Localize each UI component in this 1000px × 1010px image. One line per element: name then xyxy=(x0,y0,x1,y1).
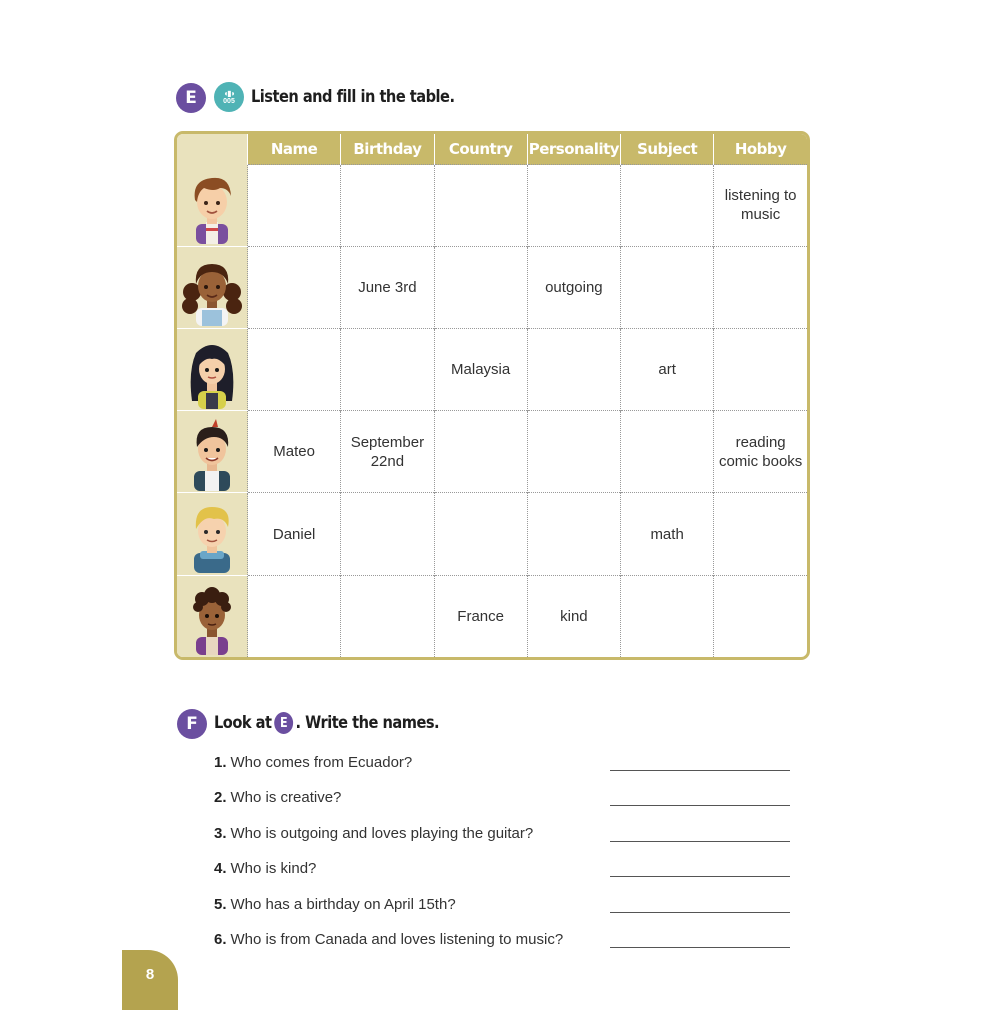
question-number: 5. xyxy=(214,895,227,913)
row-avatar-cell xyxy=(177,165,248,247)
cell-personality[interactable]: outgoing xyxy=(527,246,620,328)
header-country: Country xyxy=(434,134,527,165)
question-text: Who is from Canada and loves listening to music? xyxy=(230,930,564,948)
table-row xyxy=(177,246,807,328)
cell-subject[interactable] xyxy=(621,411,714,493)
boy-brown-hair-avatar xyxy=(184,166,240,244)
cell-country[interactable]: Malaysia xyxy=(434,328,527,410)
question-number: 2. xyxy=(214,789,227,807)
cell-personality[interactable] xyxy=(527,165,620,247)
cell-birthday[interactable] xyxy=(341,493,434,575)
section-e-title: Listen and fill in the table. xyxy=(251,87,455,107)
audio-track-code: 005 xyxy=(223,97,235,105)
girl-black-hair-avatar xyxy=(182,331,242,409)
boy-curly-hair-avatar xyxy=(184,577,240,655)
question-number: 1. xyxy=(214,754,227,771)
cell-subject[interactable] xyxy=(621,165,714,247)
cell-name[interactable] xyxy=(248,328,341,410)
section-f-title xyxy=(214,712,439,734)
section-e-reference-badge: E xyxy=(274,712,293,734)
cell-subject[interactable]: math xyxy=(621,493,714,575)
cell-country[interactable]: France xyxy=(434,575,527,657)
table-row xyxy=(177,165,807,247)
question-number: 4. xyxy=(214,860,227,878)
question-number: 6. xyxy=(214,930,227,948)
cell-personality[interactable] xyxy=(527,328,620,410)
row-avatar-cell xyxy=(177,246,248,328)
cell-hobby[interactable] xyxy=(714,246,807,328)
cell-personality[interactable] xyxy=(527,493,620,575)
question-item xyxy=(214,750,794,785)
table-header-row xyxy=(177,134,807,165)
row-avatar-cell xyxy=(177,493,248,575)
answer-line[interactable] xyxy=(610,912,790,913)
cell-country[interactable] xyxy=(434,411,527,493)
cell-hobby[interactable]: listening to music xyxy=(714,165,807,247)
page-number: 8 xyxy=(122,950,178,1010)
cell-subject[interactable] xyxy=(621,575,714,657)
row-avatar-cell xyxy=(177,328,248,410)
cell-birthday[interactable]: September 22nd xyxy=(341,411,434,493)
cell-name[interactable] xyxy=(248,246,341,328)
table-row xyxy=(177,493,807,575)
answer-line[interactable] xyxy=(610,947,790,948)
header-subject: Subject xyxy=(621,134,714,165)
question-item xyxy=(214,856,794,891)
question-item xyxy=(214,785,794,820)
girl-curly-hair-avatar xyxy=(182,248,242,326)
cell-name[interactable] xyxy=(248,165,341,247)
cell-hobby[interactable] xyxy=(714,575,807,657)
cell-hobby[interactable] xyxy=(714,328,807,410)
cell-birthday[interactable] xyxy=(341,165,434,247)
section-f-title-post: . Write the names. xyxy=(295,713,440,733)
cell-birthday[interactable]: June 3rd xyxy=(341,246,434,328)
table-row xyxy=(177,411,807,493)
cell-hobby[interactable]: reading comic books xyxy=(714,411,807,493)
cell-birthday[interactable] xyxy=(341,575,434,657)
table-corner xyxy=(177,134,248,165)
row-avatar-cell xyxy=(177,575,248,657)
cell-personality[interactable]: kind xyxy=(527,575,620,657)
cell-country[interactable] xyxy=(434,493,527,575)
header-personality: Personality xyxy=(527,134,620,165)
table-row xyxy=(177,575,807,657)
boy-dark-hair-avatar xyxy=(184,413,240,491)
cell-hobby[interactable] xyxy=(714,493,807,575)
answer-line[interactable] xyxy=(610,770,790,771)
question-item xyxy=(214,892,794,927)
cell-subject[interactable] xyxy=(621,246,714,328)
question-text: Who has a birthday on April 15th? xyxy=(230,895,456,913)
header-hobby: Hobby xyxy=(714,134,807,165)
row-avatar-cell xyxy=(177,411,248,493)
section-e-badge: E xyxy=(176,83,206,113)
question-list xyxy=(214,750,794,962)
cell-country[interactable] xyxy=(434,165,527,247)
question-item xyxy=(214,821,794,856)
header-name: Name xyxy=(248,134,341,165)
answer-line[interactable] xyxy=(610,876,790,877)
cell-personality[interactable] xyxy=(527,411,620,493)
question-text: Who comes from Ecuador? xyxy=(230,754,413,771)
question-item xyxy=(214,927,794,962)
cell-name[interactable] xyxy=(248,575,341,657)
answer-line[interactable] xyxy=(610,805,790,806)
section-f-badge: F xyxy=(177,709,207,739)
cell-subject[interactable]: art xyxy=(621,328,714,410)
question-number: 3. xyxy=(214,824,227,842)
table-row xyxy=(177,328,807,410)
info-table xyxy=(174,131,810,660)
question-text: Who is creative? xyxy=(230,789,342,807)
cell-name[interactable]: Daniel xyxy=(248,493,341,575)
cell-birthday[interactable] xyxy=(341,328,434,410)
question-text: Who is outgoing and loves playing the guitar? xyxy=(230,824,534,842)
section-f-title-pre: Look at xyxy=(214,713,272,733)
headphones-icon[interactable]: ◖▮◗ 005 xyxy=(214,82,244,112)
cell-name[interactable]: Mateo xyxy=(248,411,341,493)
header-birthday: Birthday xyxy=(341,134,434,165)
answer-line[interactable] xyxy=(610,841,790,842)
question-text: Who is kind? xyxy=(230,860,317,878)
boy-blond-hair-avatar xyxy=(184,495,240,573)
cell-country[interactable] xyxy=(434,246,527,328)
